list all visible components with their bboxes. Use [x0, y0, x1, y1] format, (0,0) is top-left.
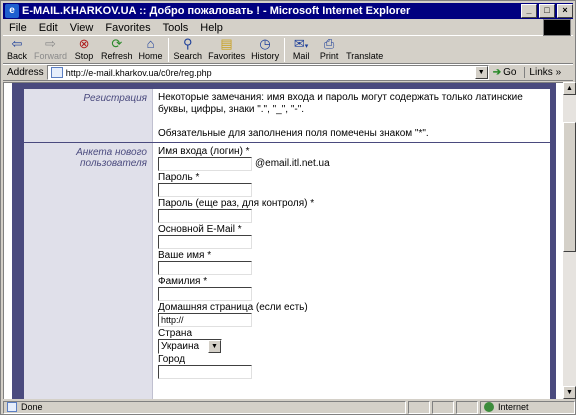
- menu-tools[interactable]: Tools: [162, 21, 189, 34]
- maximize-button[interactable]: □: [539, 4, 555, 18]
- go-arrow-icon: ➔: [492, 67, 502, 78]
- city-input[interactable]: [158, 365, 252, 379]
- translate-label: Translate: [346, 51, 384, 61]
- page-icon: [51, 67, 63, 78]
- menu-edit[interactable]: Edit: [38, 21, 58, 34]
- toolbar-separator: [168, 38, 169, 62]
- home-icon: ⌂: [146, 36, 155, 51]
- city-group: [158, 354, 544, 380]
- name-group: [158, 250, 544, 276]
- history-label: History: [251, 51, 280, 61]
- mail-label: Mail: [292, 51, 310, 61]
- search-label: Search: [173, 51, 203, 61]
- zone-label: Internet: [498, 402, 529, 412]
- links-chevron-icon: »: [555, 67, 562, 78]
- title-bar: [3, 3, 573, 19]
- form-body: [153, 143, 550, 399]
- password-confirm-group: [158, 198, 544, 224]
- chevron-down-icon[interactable]: ▼: [208, 340, 221, 353]
- country-value: Украина: [161, 340, 200, 352]
- forward-arrow-icon: ⇨: [45, 36, 56, 51]
- email-label: Основной E-Mail *: [158, 224, 242, 235]
- menu-view[interactable]: View: [69, 21, 94, 34]
- password-confirm-input[interactable]: [158, 209, 252, 223]
- back-button[interactable]: [3, 37, 31, 64]
- password-label: Пароль *: [158, 172, 200, 183]
- translate-button[interactable]: [343, 37, 386, 64]
- homepage-label: Домашняя страница (если есть): [158, 302, 308, 313]
- search-button[interactable]: [171, 37, 206, 64]
- vertical-scrollbar[interactable]: [563, 82, 576, 399]
- menu-bar: [3, 20, 573, 36]
- history-icon: ◷: [259, 36, 271, 51]
- name-input[interactable]: [158, 261, 252, 275]
- history-button[interactable]: [248, 37, 282, 64]
- scroll-thumb[interactable]: [563, 122, 576, 252]
- back-arrow-icon: ⇦: [11, 36, 23, 51]
- registration-notes: [153, 89, 550, 142]
- search-icon: ⚲: [183, 36, 193, 51]
- favorites-folder-icon: ▤: [220, 36, 233, 51]
- forward-label: Forward: [34, 51, 68, 61]
- status-pane: [432, 401, 454, 414]
- toolbar-separator: [284, 38, 285, 62]
- city-label: Город: [158, 354, 186, 365]
- page-frame: [12, 82, 556, 399]
- name-label: Ваше имя *: [158, 250, 212, 261]
- scroll-up-button[interactable]: ▲: [563, 82, 576, 95]
- homepage-group: [158, 302, 544, 328]
- login-group: [158, 146, 544, 172]
- form-caption: Анкета нового пользователя: [24, 143, 153, 399]
- favorites-button[interactable]: [205, 37, 248, 64]
- go-button[interactable]: [493, 67, 517, 78]
- new-user-form-section: [24, 143, 550, 399]
- status-bar: [3, 400, 575, 414]
- print-icon: ⎙: [323, 36, 335, 51]
- mail-button[interactable]: [287, 37, 315, 64]
- login-label: Имя входа (логин) *: [158, 146, 250, 157]
- country-select[interactable]: [158, 339, 222, 354]
- registration-note-2: Обязательные для заполнения поля помечены знаком "*".: [158, 128, 429, 139]
- internet-zone-icon: [484, 402, 494, 412]
- status-pane: [408, 401, 430, 414]
- windows-logo-icon: [543, 19, 571, 36]
- translate-icon: [354, 37, 376, 51]
- status-text: Done: [21, 402, 43, 412]
- menu-favorites[interactable]: Favorites: [105, 21, 151, 34]
- address-field[interactable]: [47, 65, 489, 80]
- menu-file[interactable]: File: [9, 21, 27, 34]
- toolbar: [3, 37, 573, 64]
- home-button[interactable]: [136, 37, 166, 64]
- print-label: Print: [319, 51, 339, 61]
- registration-note-1: Некоторые замечания: имя входа и пароль могут содержать только латинские буквы, цифры, знаки ".", "_", "-".: [158, 92, 523, 115]
- go-label: Go: [503, 67, 517, 78]
- login-domain-suffix: @email.itl.net.ua: [255, 158, 330, 169]
- surname-label: Фамилия *: [158, 276, 208, 287]
- scroll-down-button[interactable]: ▼: [563, 386, 576, 399]
- links-button[interactable]: [524, 67, 561, 78]
- page-viewport: [3, 82, 563, 399]
- stop-icon: ⊗: [78, 36, 90, 51]
- registration-section: [24, 89, 550, 142]
- home-label: Home: [138, 51, 163, 61]
- stop-button[interactable]: [70, 37, 98, 64]
- security-zone-pane: [480, 401, 575, 414]
- refresh-label: Refresh: [101, 51, 133, 61]
- refresh-button[interactable]: [98, 37, 136, 64]
- forward-button[interactable]: [31, 37, 70, 64]
- email-group: [158, 224, 544, 250]
- registration-caption: Регистрация: [24, 89, 153, 142]
- address-dropdown-button[interactable]: ▼: [475, 66, 488, 79]
- mail-icon: ✉▾: [293, 36, 309, 51]
- homepage-input[interactable]: http://: [158, 313, 252, 327]
- minimize-button[interactable]: _: [521, 4, 537, 18]
- country-label: Страна: [158, 328, 193, 339]
- email-input[interactable]: [158, 235, 252, 249]
- window-title: E-MAIL.KHARKOV.UA :: Добро пожаловать ! - Microsoft Internet Explorer: [22, 5, 411, 17]
- address-url[interactable]: http://e-mail.kharkov.ua/c0re/reg.php: [65, 67, 212, 78]
- close-button[interactable]: ×: [557, 4, 573, 18]
- stop-label: Stop: [74, 51, 94, 61]
- status-text-pane: [3, 401, 406, 414]
- print-button[interactable]: [315, 37, 343, 64]
- surname-input[interactable]: [158, 287, 252, 301]
- refresh-icon: ⟳: [111, 36, 123, 51]
- menu-help[interactable]: Help: [200, 21, 223, 34]
- address-label: Address: [7, 67, 44, 78]
- favorites-label: Favorites: [208, 51, 246, 61]
- status-pane: [456, 401, 478, 414]
- links-label: Links: [529, 67, 553, 78]
- back-label: Back: [6, 51, 27, 61]
- password-group: [158, 172, 544, 198]
- country-group: [158, 328, 544, 354]
- password-confirm-label: Пароль (еще раз, для контроля) *: [158, 198, 315, 209]
- page-done-icon: [7, 402, 17, 412]
- address-bar: [3, 64, 573, 81]
- surname-group: [158, 276, 544, 302]
- ie-icon: e: [5, 4, 19, 18]
- password-input[interactable]: [158, 183, 252, 197]
- login-input[interactable]: [158, 157, 252, 171]
